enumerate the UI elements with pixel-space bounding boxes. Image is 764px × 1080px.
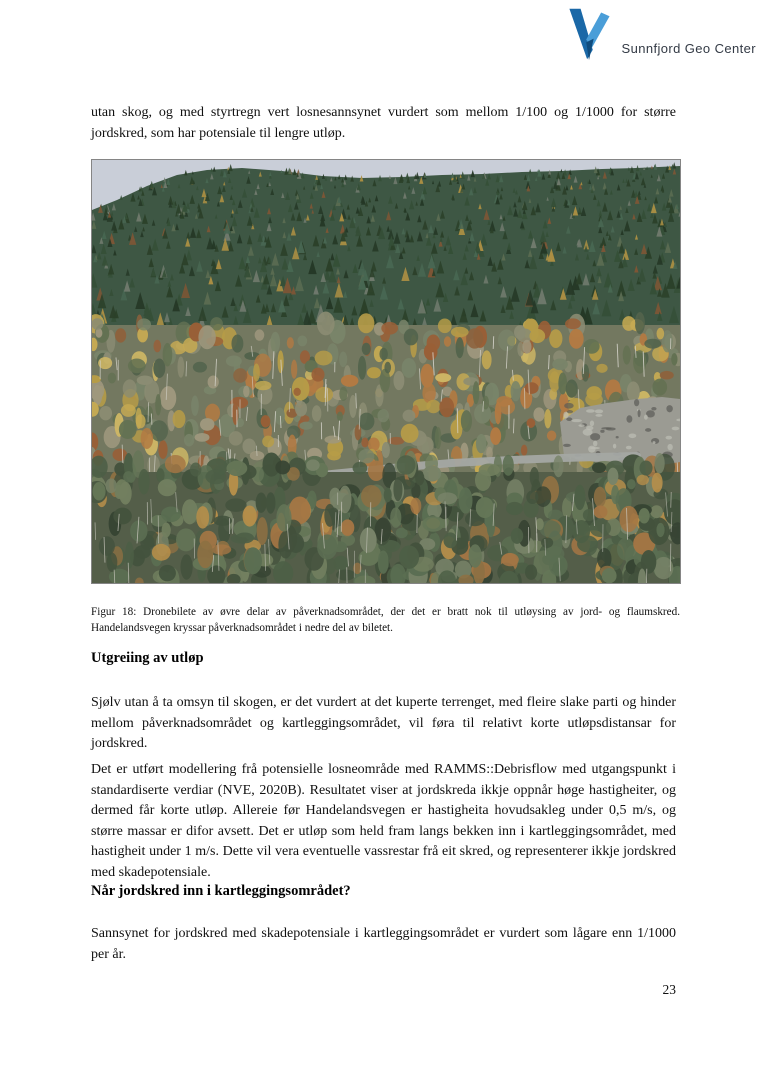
paragraph-sannsyn: Sannsynet for jordskred med skadepotensiale i kartleggingsområdet er vurdert som lågare enn 1/1000 per år. xyxy=(91,926,676,962)
brand-name: Sunnfjord Geo Center xyxy=(621,41,756,56)
page-number: 23 xyxy=(662,982,676,997)
paragraph-terrain: Sjølv utan å ta omsyn til skogen, er det vurdert at det kuperte terrenget, med fleire slake parti og hinder mellom påverknadsområdet og kartleggingsområdet, vil føra til relativt korte utløpsdistansar for jordskred. xyxy=(91,695,676,751)
intro-paragraph: utan skog, og med styrtregn vert losnesannsynet vurdert som mellom 1/100 og 1/1000 for større jordskred, som har potensiale til lengre utløp. xyxy=(91,105,676,141)
figure-photo xyxy=(91,159,681,584)
drone-photo-svg xyxy=(92,160,680,583)
brand-logo xyxy=(561,6,756,62)
paragraph-modelling: Det er utført modellering frå potensielle losneområde med RAMMS::Debrisflow med utgangspunkt i standardiserte verdiar (NVE, 2020B). Resultatet viser at jordskreda ikkje oppnår høge hastigheiter, og dermed får korte utløp. Allereie før Handelandsvegen er hastigheita hovudsakleg under 0,5 m/s, og større massar er difor avsett. Det er utløp som held fram langs bekken inn i kartleggingsområdet, med hastigheit under 1 m/s. Dette vil vera eventuelle vassrestar frå eit skred, og representerer ikkje jordskred med skadepotensiale. xyxy=(91,762,676,880)
section-heading-kartleggingsomraadet: Når jordskred inn i kartleggingsområdet? xyxy=(91,883,351,899)
logo-v-icon xyxy=(561,6,617,62)
figure-caption: Figur 18: Dronebilete av øvre delar av påverknadsområdet, der det er bratt nok til utløysing av jord- og flaumskred. Handelandsvegen kryssar påverknadsområdet i nedre del av biletet. xyxy=(91,606,680,634)
section-heading-utloep: Utgreiing av utløp xyxy=(91,650,204,666)
